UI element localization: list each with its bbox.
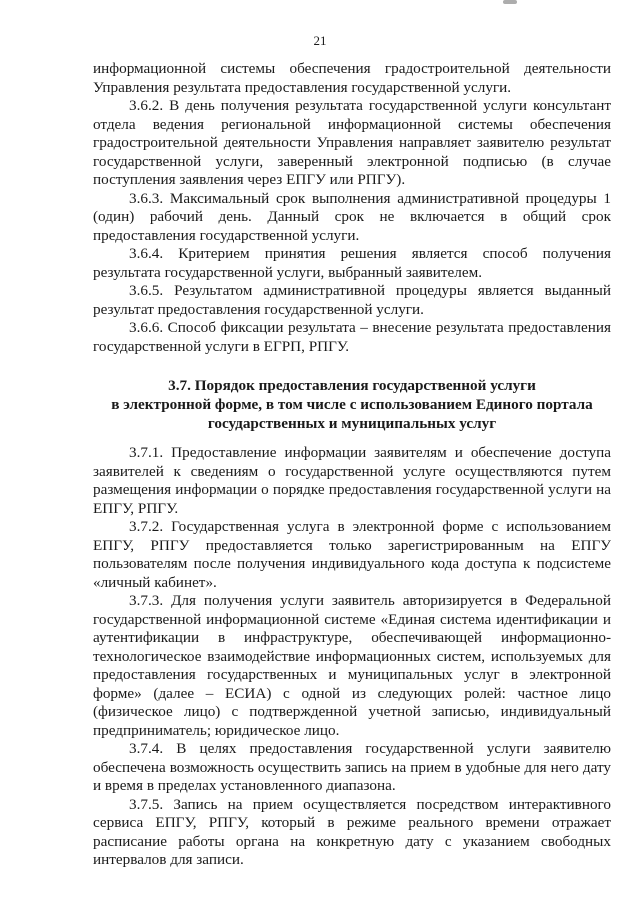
paragraph: 3.7.3. Для получения услуги заявитель авторизируется в Федеральной государственной информационной системе «Единая система идентификации и аутентификации в инфраструктуре, обеспечивающей информационно-технологическое взаимодействие информационных систем, используемых для предоставления государственных и муниципальных услуг в электронной форме» (далее – ЕСИА) с одной из следующих ролей: частное лицо (физическое лицо) с подтвержденной учетной записью, индивидуальный предприниматель; юридическое лицо. [93, 592, 611, 739]
paragraph: 3.7.2. Государственная услуга в электронной форме с использованием ЕПГУ, РПГУ предоставляется только зарегистрированным на ЕПГУ пользователям после получения индивидуального кода доступа к подсистеме «личный кабинет». [93, 518, 611, 591]
section-heading-line-2: в электронной форме, в том числе с использованием Единого портала [111, 396, 593, 413]
paragraphs-bottom [93, 444, 611, 870]
paragraph: 3.6.6. Способ фиксации результата – внесение результата предоставления государственной услуги в ЕГРП, РПГУ. [93, 319, 611, 355]
paragraph: информационной системы обеспечения градостроительной деятельности Управления результата предоставления государственной услуги. [93, 60, 611, 96]
page-number: 21 [313, 33, 327, 48]
scan-mark [503, 0, 517, 4]
document-body [93, 60, 611, 870]
section-heading-line-3: государственных и муниципальных услуг [207, 415, 497, 432]
paragraph: 3.6.3. Максимальный срок выполнения административной процедуры 1 (один) рабочий день. Данный срок не включается в общий срок предоставления государственной услуги. [93, 189, 611, 244]
paragraph: 3.6.5. Результатом административной процедуры является выданный результат предоставления государственной услуги. [93, 282, 611, 318]
paragraph: 3.7.5. Запись на прием осуществляется посредством интерактивного сервиса ЕПГУ, РПГУ, который в режиме реального времени отражает расписание работы органа на конкретную дату с указанием свободных интервалов для записи. [93, 795, 611, 868]
paragraphs-top [93, 60, 611, 356]
section-heading-line-1: 3.7. Порядок предоставления государственной услуги [168, 377, 536, 394]
paragraph: 3.6.4. Критерием принятия решения является способ получения результата государственной услуги, выбранный заявителем. [93, 245, 611, 281]
section-heading [93, 376, 611, 433]
paragraph: 3.6.2. В день получения результата государственной услуги консультант отдела ведения региональной информационной системы обеспечения градостроительной деятельности Управления направляет заявителю результат государственной услуги, заверенный электронной подписью (в случае поступления заявления через ЕПГУ или РПГУ). [93, 97, 611, 188]
paragraph: 3.7.4. В целях предоставления государственной услуги заявителю обеспечена возможность осуществить запись на прием в удобные для него дату и время в пределах установленного диапазона. [93, 740, 611, 794]
paragraph: 3.7.1. Предоставление информации заявителям и обеспечение доступа заявителей к сведениям о государственной услуге осуществляются путем размещения информации о порядке предоставления государственной услуги на ЕПГУ, РПГУ. [93, 444, 611, 517]
